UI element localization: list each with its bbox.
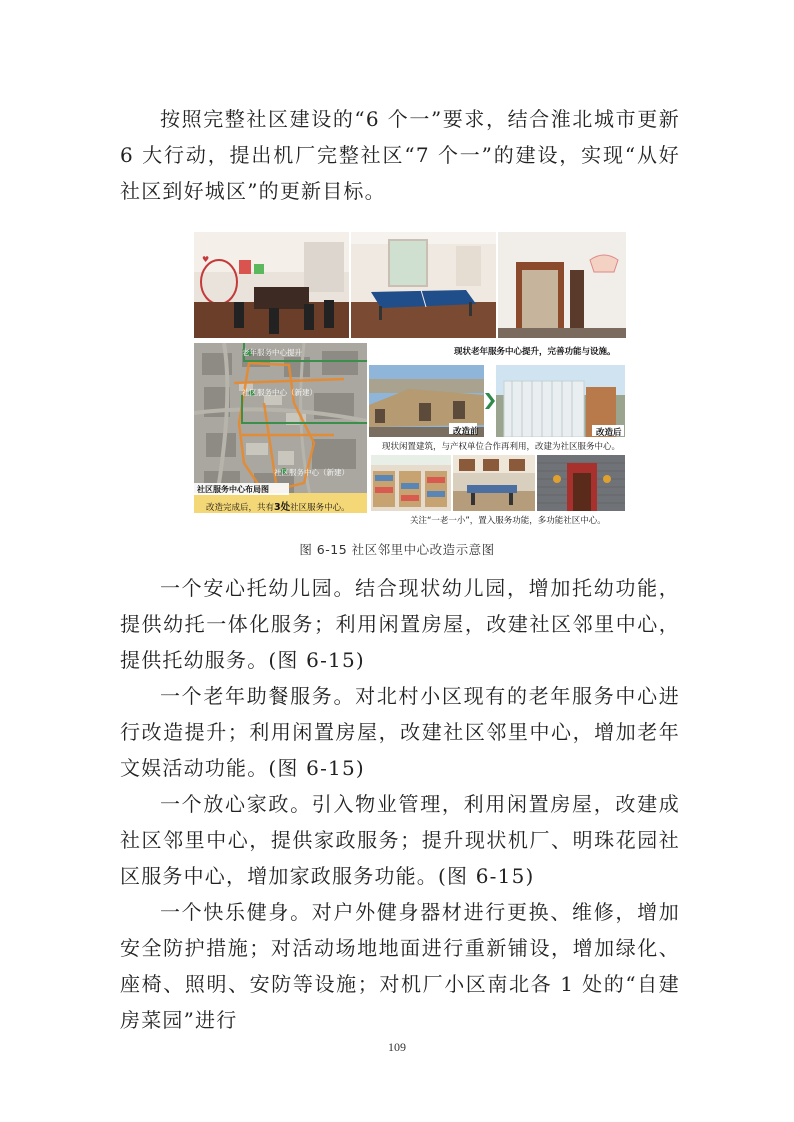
map-label-3: 社区服务中心（新建） xyxy=(274,468,349,477)
map-bottom-suffix: 社区服务中心。 xyxy=(290,503,350,513)
page-number: 109 xyxy=(388,1040,406,1054)
elderly-center-room-photo xyxy=(194,232,349,338)
before-building-photo xyxy=(369,365,484,437)
top-right-caption: 现状老年服务中心提升，完善功能与设施。 xyxy=(454,347,616,357)
bottom-right-caption: 关注“一老一小”，置入服务功能，多功能社区中心。 xyxy=(410,516,606,526)
kindergarten-paragraph: 一个安心托幼儿园。结合现状幼儿园，增加托幼功能，提供幼托一体化服务；利用闲置房屋，改建社区邻里中心，提供托幼服务。(图 6-15) xyxy=(120,576,680,672)
after-badge: 改造后 xyxy=(596,428,622,437)
after-building-photo xyxy=(496,365,625,437)
map-label-2: 社区服务中心（新建） xyxy=(242,388,317,397)
fitness-paragraph: 一个快乐健身。对户外健身器材进行更换、维修，增加安全防护措施；对活动场地地面进行重新铺设，增加绿化、座椅、照明、安防等设施；对机厂小区南北各 1 处的“自建房菜园”进行 xyxy=(120,900,680,1032)
map-bottom-count: 3处 xyxy=(274,502,291,513)
table-tennis-room-photo xyxy=(351,232,496,338)
doorway-photo xyxy=(498,232,626,338)
storefront-photo xyxy=(537,455,625,511)
community-center-figure xyxy=(192,229,628,526)
map-title: 社区服务中心布局图 xyxy=(197,485,269,494)
figure-caption: 图 6-15 社区邻里中心改造示意图 xyxy=(299,542,495,557)
library-photo xyxy=(371,455,451,511)
map-label-1: 老年服务中心提升 xyxy=(242,348,302,357)
community-map xyxy=(194,343,367,513)
map-bottom-prefix: 改造完成后，共有 xyxy=(206,503,275,513)
before-badge: 改造前 xyxy=(453,427,479,437)
map-bottom-caption xyxy=(206,499,350,513)
housekeeping-paragraph: 一个放心家政。引入物业管理，利用闲置房屋，改建成社区邻里中心，提供家政服务；提升现状机厂、明珠花园社区服务中心，增加家政服务功能。(图 6-15) xyxy=(120,792,680,888)
arrow-icon xyxy=(484,391,496,411)
elderly-meal-paragraph: 一个老年助餐服务。对北村小区现有的老年服务中心进行改造提升；利用闲置房屋，改建社区邻里中心，增加老年文娱活动功能。(图 6-15) xyxy=(120,684,680,780)
svg-text:♥: ♥ xyxy=(202,255,210,264)
activity-room-photo xyxy=(453,455,535,511)
middle-right-caption: 现状闲置建筑，与产权单位合作再利用，改建为社区服务中心。 xyxy=(382,442,621,452)
intro-paragraph: 按照完整社区建设的“6 个一”要求，结合淮北城市更新 6 大行动，提出机厂完整社区“7 个一”的建设，实现“从好社区到好城区”的更新目标。 xyxy=(120,107,680,203)
